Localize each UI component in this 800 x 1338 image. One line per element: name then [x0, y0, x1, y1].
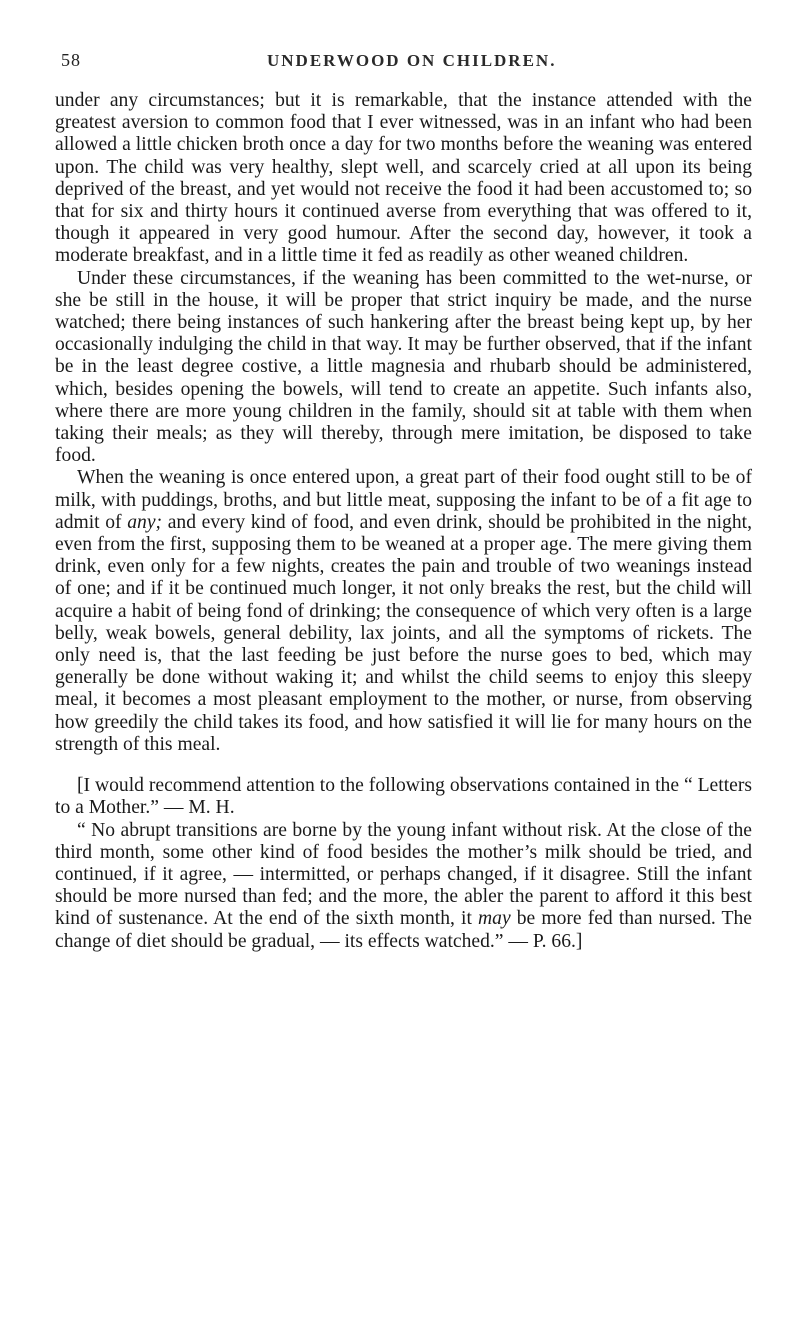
- page-header: [55, 50, 752, 80]
- editor-note-intro-text: [I would recommend attention to the following observations contained in the “ Letters to a Mother.” — M. H.: [55, 775, 752, 819]
- paragraph-2: [55, 268, 752, 468]
- editor-note-intro: [55, 775, 752, 819]
- running-head: UNDERWOOD ON CHILDREN.: [267, 51, 557, 70]
- editor-note-quote-after: be more fed than nursed. The change of diet should be gradual, — its effects watched.” — P. 66.]: [55, 908, 753, 952]
- paragraph-1: [55, 90, 752, 268]
- paragraph-3-emphasis: any;: [127, 511, 163, 533]
- editor-note-quote: [55, 820, 752, 953]
- body-text: [55, 90, 752, 953]
- paragraph-2-text: Under these circumstances, if the weaning has been committed to the wet-nurse, or she be still in the house, it will be proper that strict inquiry be made, and the nurse watched; there being instances of such hankering after the breast being kept up, by her occasionally indulging the child in that way. It may be further observed, that if the infant be in the least degree costive, a little magnesia and rhubarb should be administered, which, besides opening the bowels, will tend to create an appetite. Such infants also, where there are more young children in the family, should sit at table with them when taking their meals; as they will thereby, through mere imitation, be disposed to take food.: [55, 267, 752, 467]
- page-number: 58: [61, 50, 81, 70]
- editor-note-emphasis: may: [478, 908, 511, 930]
- paragraph-3: [55, 467, 752, 756]
- paragraph-3-text-after: and every kind of food, and even drink, should be prohibited in the night, even from the first, supposing them to be weaned at a proper age. The mere giving them drink, even only for a few nights, creates the pain and trouble of two weanings instead of one; and if it be continued much longer, it not only breaks the rest, but the child will acquire a habit of being fond of drinking; the consequence of which very often is a large belly, weak bowels, general debility, lax joints, and all the symptoms of rickets. The only need is, that the last feeding be just before the nurse goes to bed, which may generally be done without waking it; and whilst the child seems to enjoy this sleepy meal, it becomes a most pleasant employment to the mother, or nurse, from observing how greedily the child takes its food, and how satisfied it will lie for many hours on the strength of this meal.: [55, 511, 752, 755]
- editor-note-quote-before: “ No abrupt transitions are borne by the young infant without risk. At the close of the third month, some other kind of food besides the mother’s milk should be tried, and continued, if it agree, — intermitted, or perhaps changed, if it disagree. Still the infant should be more nursed than fed; and the more, the abler the parent to afford it this best kind of sustenance. At the end of the sixth month, it: [55, 819, 752, 930]
- paragraph-3-text-before: When the weaning is once entered upon, a great part of their food ought still to be of milk, with puddings, broths, and but little meat, supposing the infant to be of a fit age to admit of: [55, 467, 752, 533]
- paragraph-1-text: under any circumstances; but it is remarkable, that the instance attended with the greatest aversion to common food that I ever witnessed, was in an infant who had been allowed a little chicken broth once a day for two months before the weaning was entered upon. The child was very healthy, slept well, and scarcely cried at all upon its being deprived of the breast, and yet would not receive the food it had been accustomed to; so that for six and thirty hours it continued averse from everything that was offered to it, though it appeared in very good humour. After the second day, however, it took a moderate breakfast, and in a little time it fed as readily as other weaned children.: [55, 90, 752, 267]
